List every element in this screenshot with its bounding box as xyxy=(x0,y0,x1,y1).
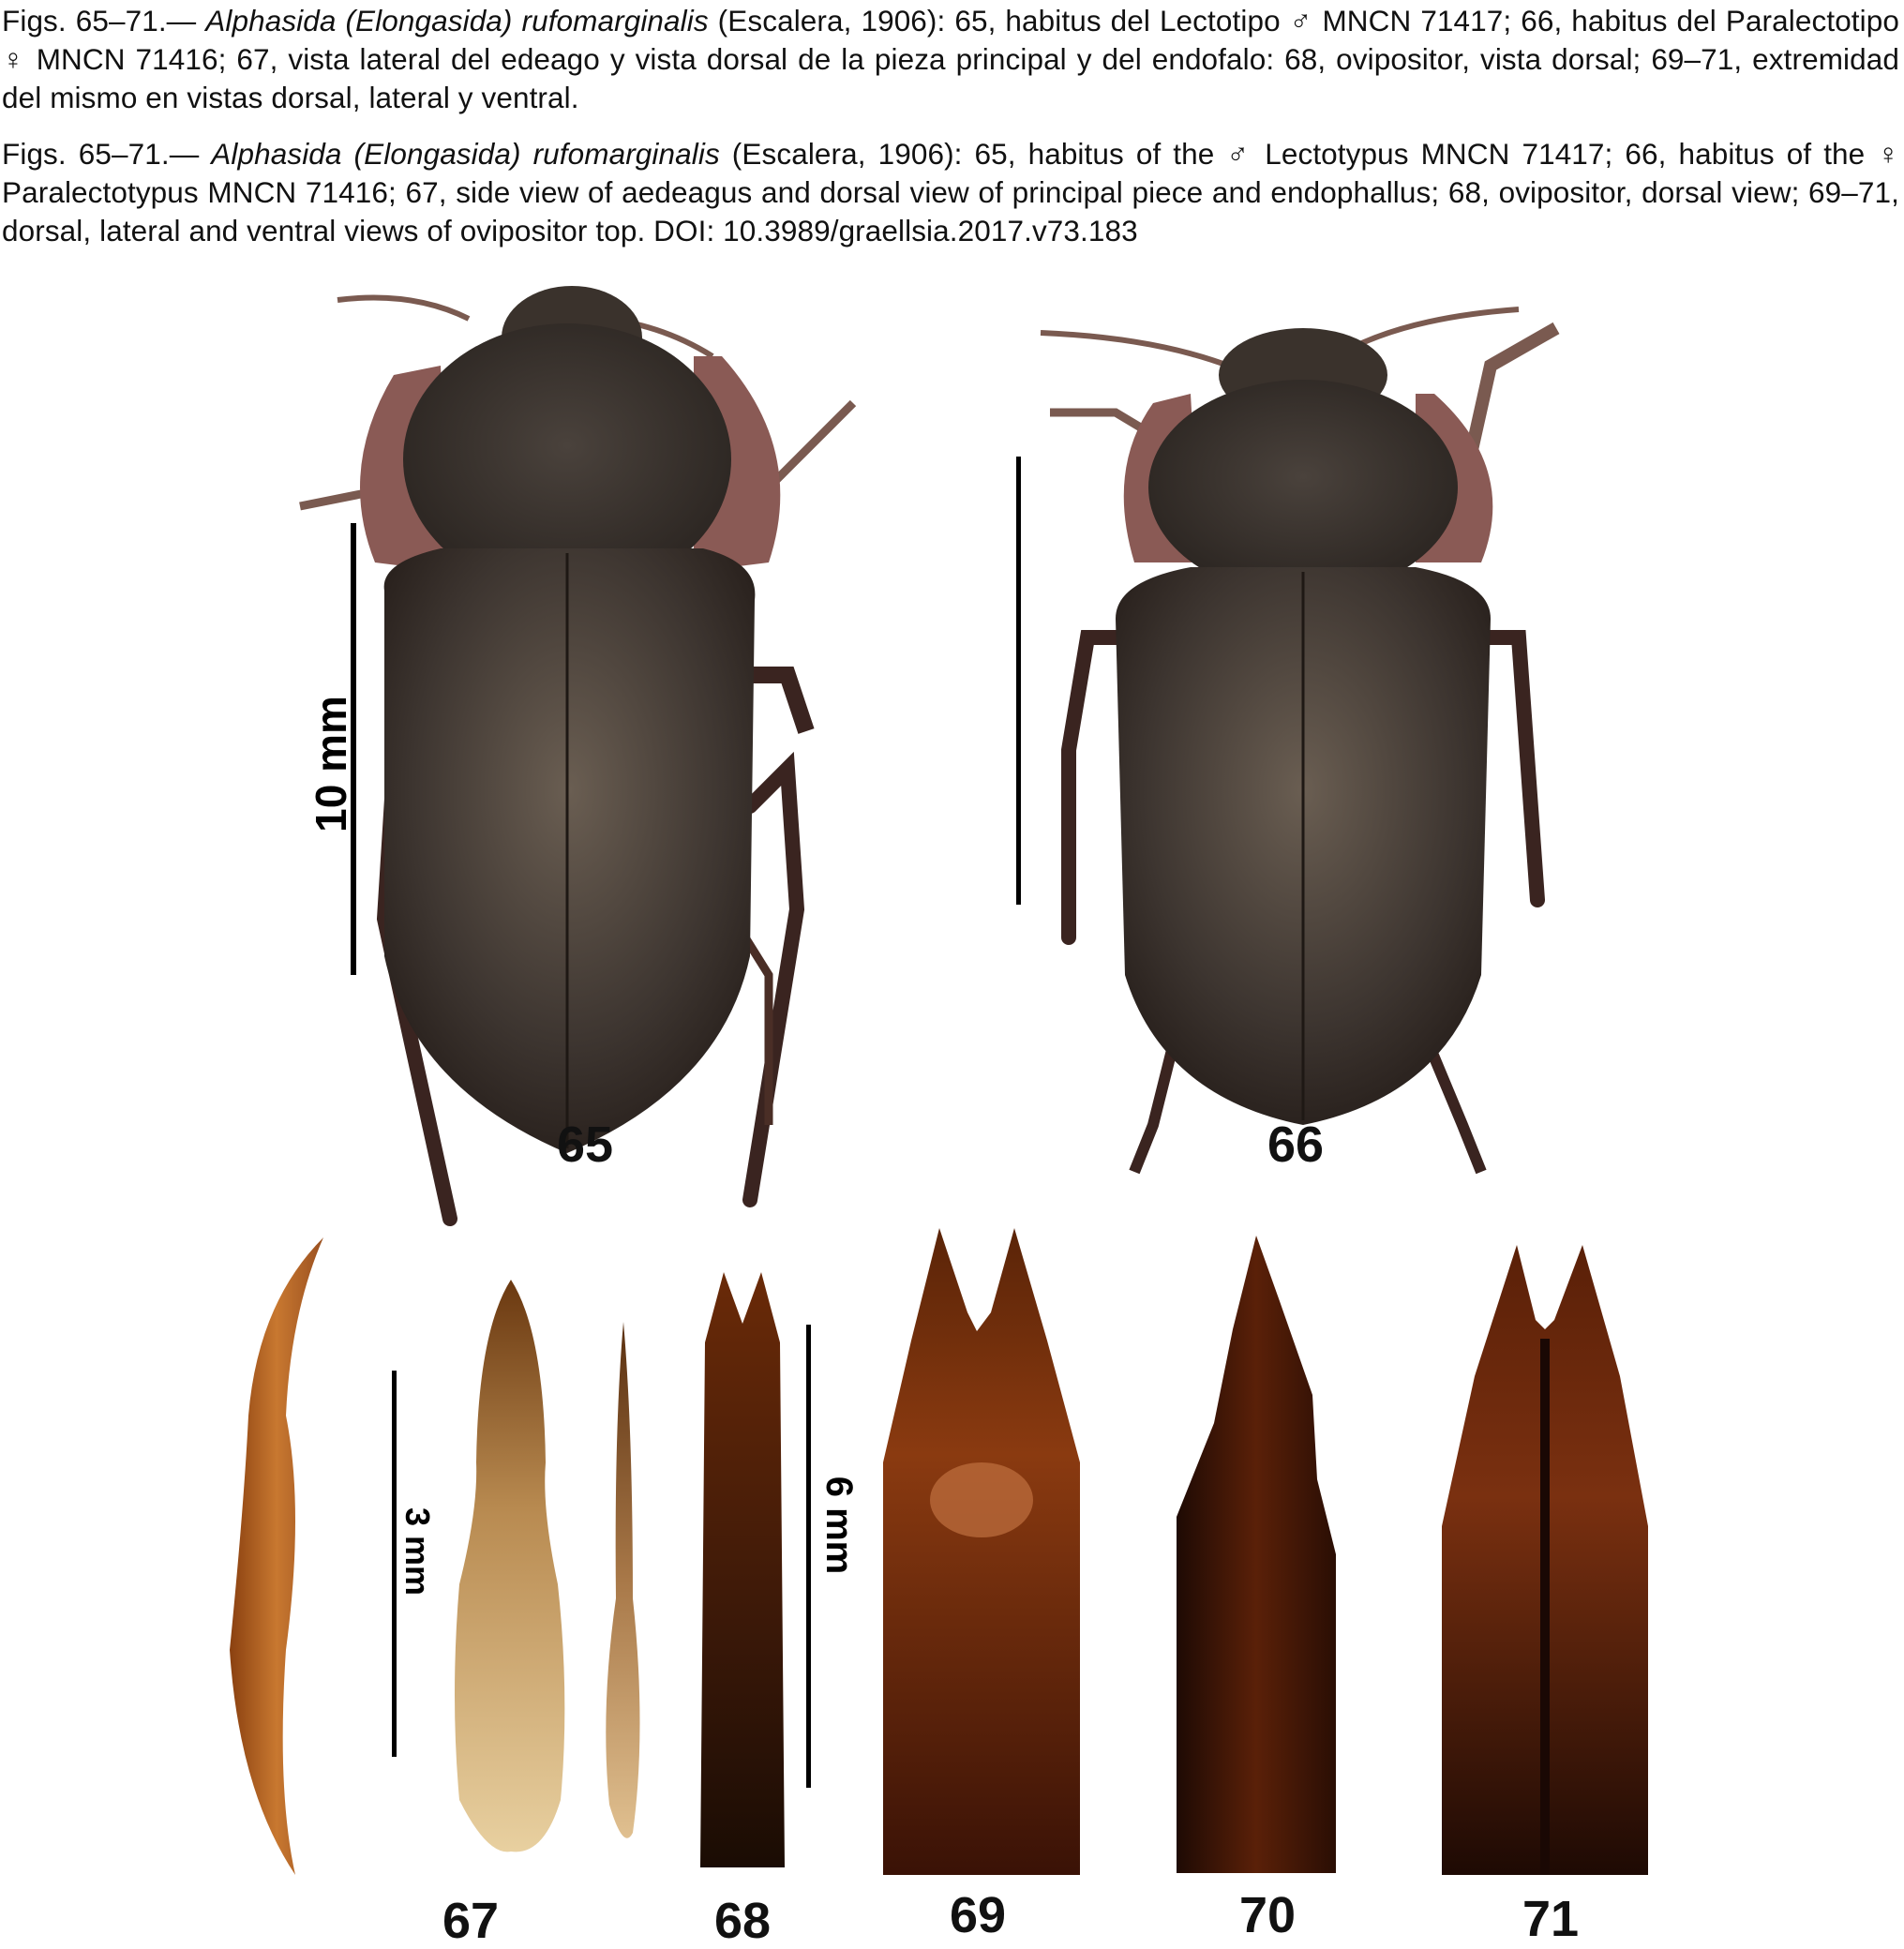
principal-piece-dorsal-image xyxy=(450,1275,572,1856)
ovipositor-top-dorsal-image xyxy=(874,1228,1089,1875)
aedeagus-side-view-image xyxy=(220,1228,342,1884)
caption-es-taxon: Alphasida (Elongasida) rufomarginalis xyxy=(205,4,709,37)
ovipositor-top-lateral-image xyxy=(1167,1236,1341,1873)
figure-label-65: 65 xyxy=(557,1117,614,1173)
caption-en-text: (Escalera, 1906): 65, habitus of the ♂ Lectotypus MNCN 71417; 66, habitus of the ♀ Paralectotypus MNCN 71416; 67, side view of aedeagus and dorsal view of principal piece and endophallus; 68, ovipositor, dorsal view; 69–71, dorsal, lateral and ventral views of ovipositor top. DOI: 10.3989/graellsia.2017.v73.183 xyxy=(2,137,1900,247)
beetle-female-habitus-image xyxy=(1012,281,1650,1200)
scale-label-3mm: 3 mm xyxy=(398,1507,437,1597)
figure-label-70: 70 xyxy=(1239,1887,1297,1943)
endophallus-image xyxy=(591,1317,656,1852)
beetle-male-habitus-image xyxy=(281,281,919,1200)
scale-label-6mm: 6 mm xyxy=(818,1476,860,1575)
caption-en-taxon: Alphasida (Elongasida) rufomarginalis xyxy=(211,137,720,171)
scale-bar-3mm-fig67 xyxy=(392,1371,397,1757)
figure-label-68: 68 xyxy=(714,1893,772,1949)
caption-en-prefix: Figs. 65–71.— xyxy=(2,137,212,171)
figure-label-67: 67 xyxy=(442,1893,500,1949)
ovipositor-dorsal-image xyxy=(691,1267,794,1872)
scale-bar-6mm-fig68 xyxy=(806,1325,811,1788)
caption-english xyxy=(2,135,1899,250)
caption-spanish xyxy=(2,2,1899,117)
figure-label-66: 66 xyxy=(1267,1117,1325,1173)
ovipositor-top-ventral-image xyxy=(1432,1245,1657,1875)
figure-label-69: 69 xyxy=(950,1887,1007,1943)
caption-es-prefix: Figs. 65–71.— xyxy=(2,4,206,37)
scale-label-10mm: 10 mm xyxy=(307,696,355,832)
figure-label-71: 71 xyxy=(1522,1891,1580,1947)
scale-bar-fig66 xyxy=(1016,457,1021,905)
caption-es-text: (Escalera, 1906): 65, habitus del Lectotipo ♂ MNCN 71417; 66, habitus del Paralectotipo ♀ MNCN 71416; 67, vista lateral del edeago y vista dorsal de la pieza principal y del endofalo: 68, ovipositor, vista dorsal; 69–71, extremidad del mismo en vistas dorsal, lateral y ventral. xyxy=(2,4,1899,114)
